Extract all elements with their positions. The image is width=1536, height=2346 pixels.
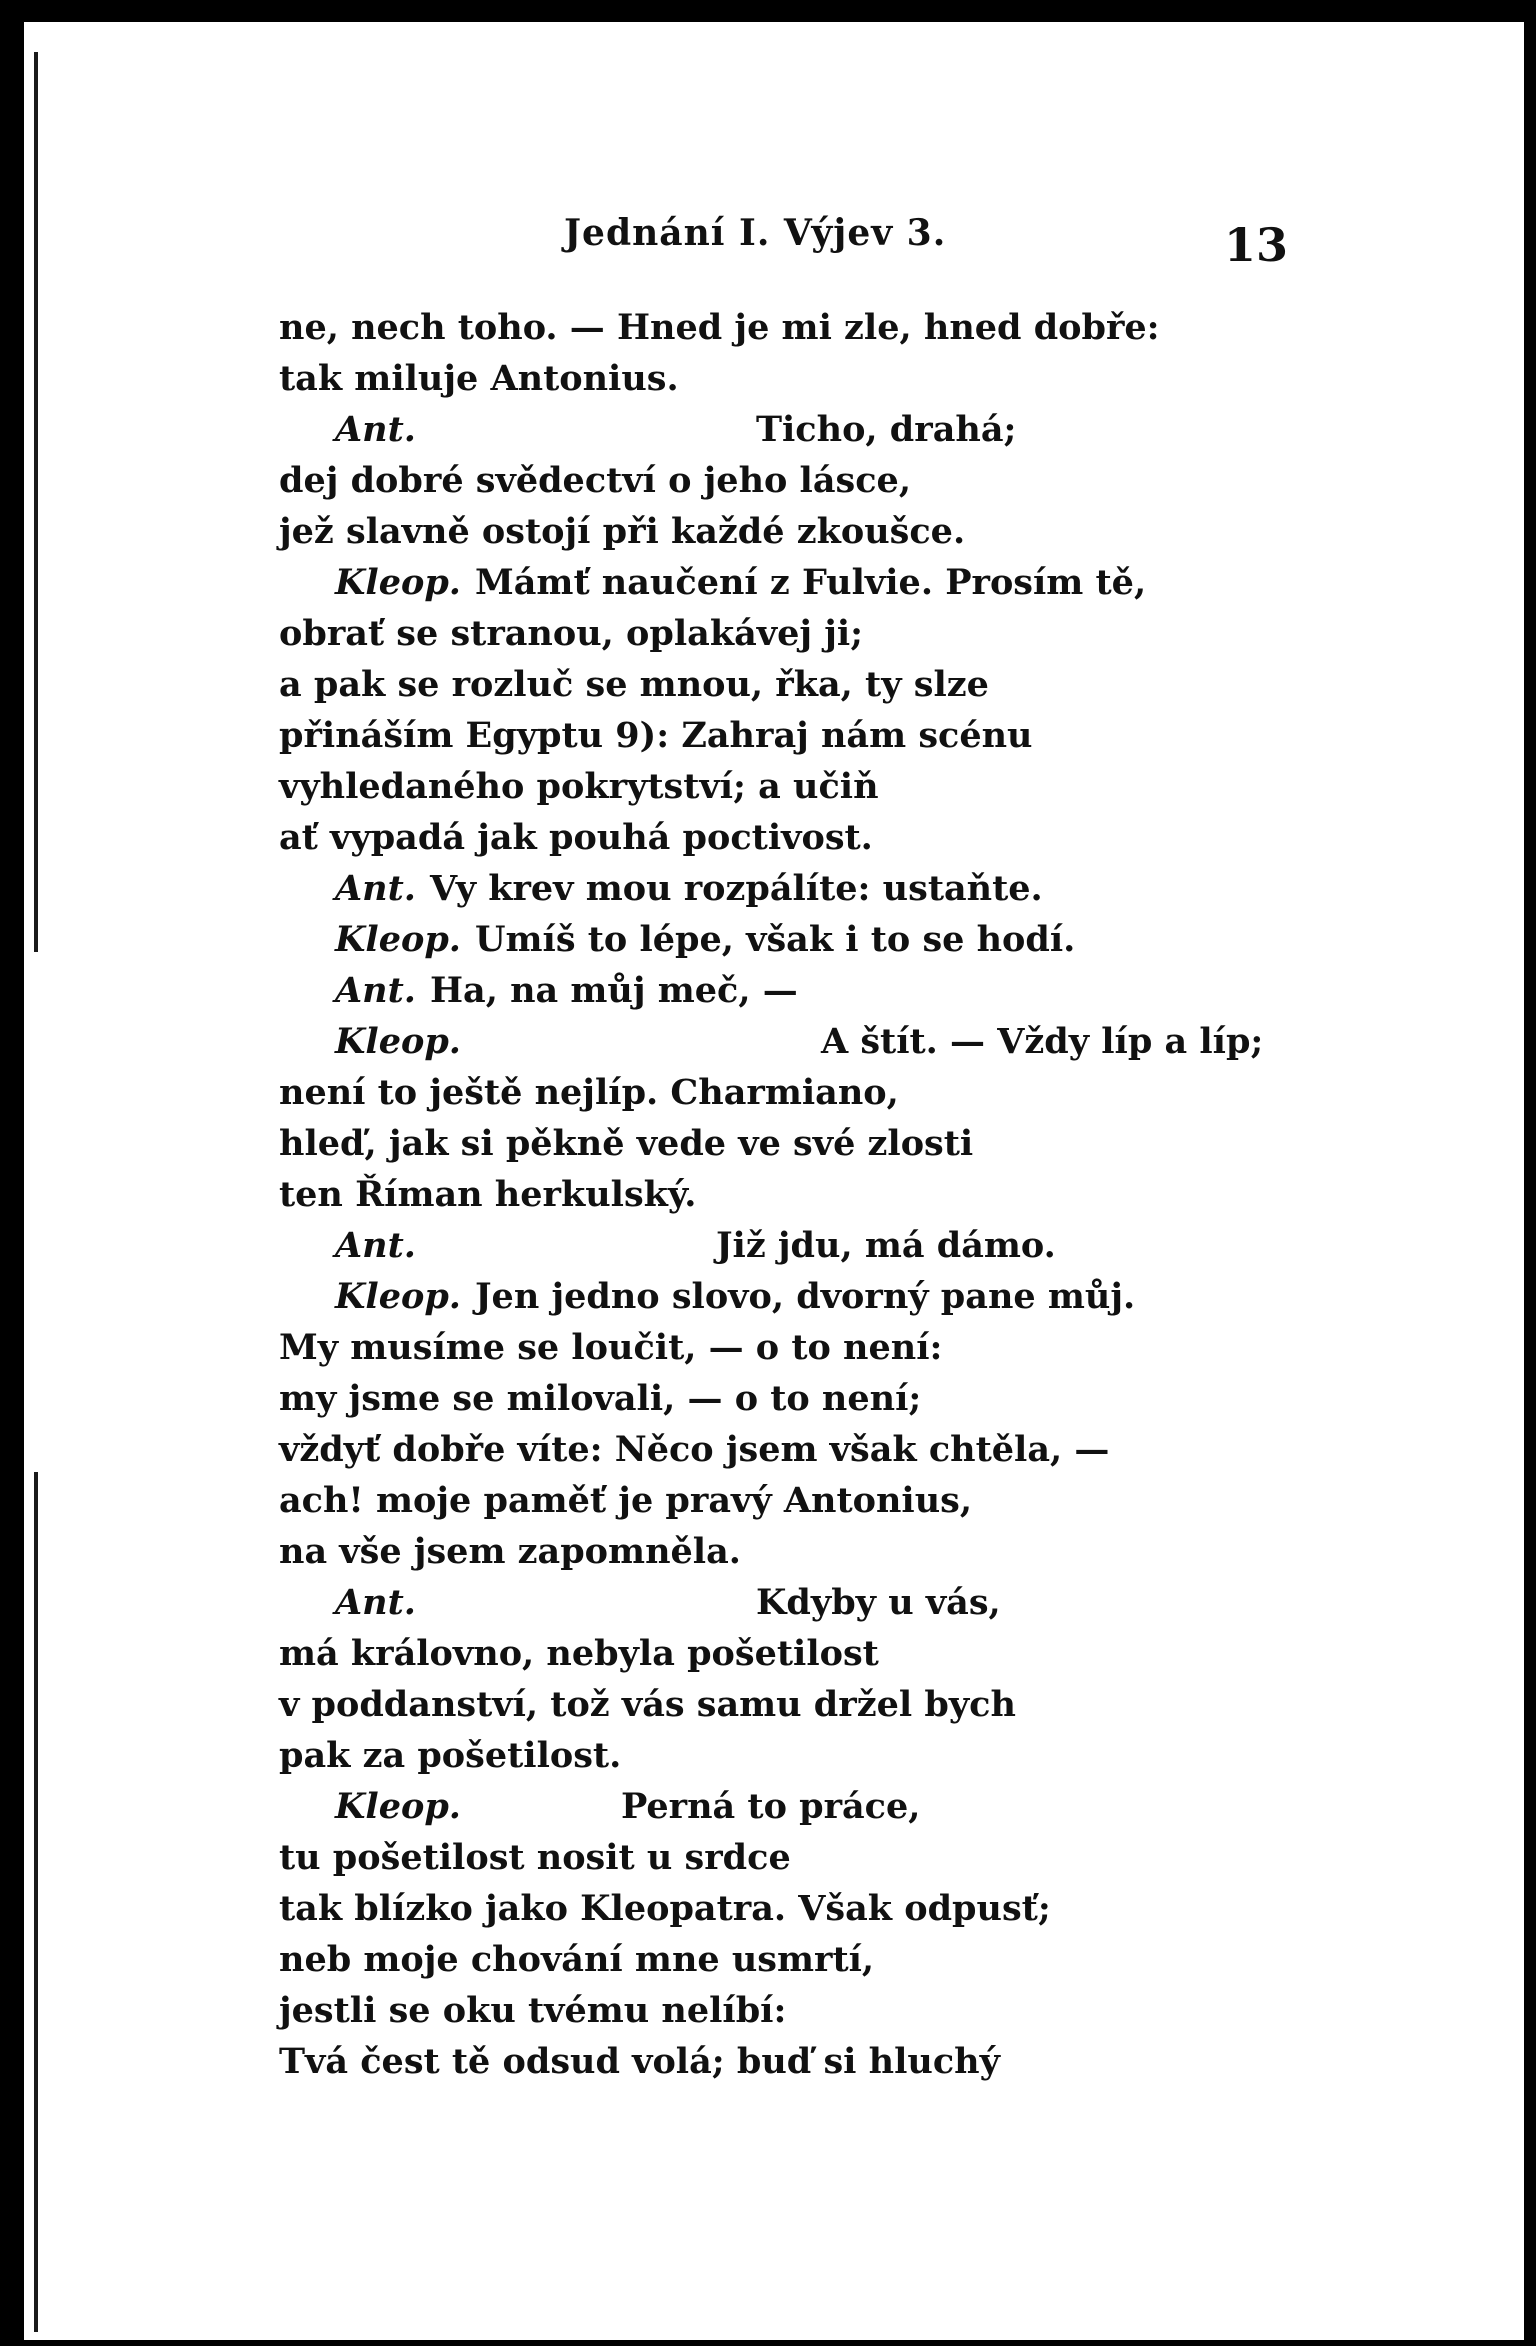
verse-line [279,353,1389,404]
verse-line [279,1883,1389,1934]
line-text: tak miluje Antonius. [279,358,679,399]
speaker-name: Ant. [335,409,416,450]
speaker-name: Ant. [335,970,416,1011]
line-text: Ticho, drahá; [755,409,1017,450]
verse-line [279,863,1389,914]
verse-line [279,1934,1389,1985]
verse-line [279,812,1389,863]
speaker-name: Ant. [335,1225,416,1266]
line-text: Ha, na můj meč, — [429,970,798,1011]
line-text: tu pošetilost nosit u srdce [279,1837,791,1878]
verse-line [279,1271,1389,1322]
verse-line [279,2036,1389,2087]
verse-line [279,761,1389,812]
line-text: pak za pošetilost. [279,1735,622,1776]
verse-line [279,710,1389,761]
verse-line [279,608,1389,659]
binding-edge-bottom [34,1472,38,2332]
verse-line [279,1781,1389,1832]
line-text: vyhledaného pokrytství; a učiň [279,766,879,807]
line-text: ať vypadá jak pouhá poctivost. [279,817,873,858]
line-text: Kdyby u vás, [755,1582,1001,1623]
speaker-name: Ant. [335,868,416,909]
line-text: my jsme se milovali, — o to není; [279,1378,922,1419]
verse-line [279,1373,1389,1424]
line-text: dej dobré svědectví o jeho lásce, [279,460,911,501]
line-text: A štít. — Vždy líp a líp; [821,1021,1264,1062]
speaker-name: Kleop. [335,919,461,960]
verse-line [279,1577,1389,1628]
speaker-name: Kleop. [335,1786,461,1827]
verse-line [279,557,1389,608]
verse-line [279,1016,1389,1067]
page-number: 13 [1224,218,1289,272]
line-text: Umíš to lépe, však i to se hodí. [475,919,1076,960]
line-text: ne, nech toho. — Hned je mi zle, hned dobře: [279,307,1160,348]
speaker-name: Kleop. [335,1021,461,1062]
line-text: Perná to práce, [621,1786,921,1827]
line-text: na vše jsem zapomněla. [279,1531,741,1572]
verse-line [279,1679,1389,1730]
line-text: obrať se stranou, oplakávej ji; [279,613,864,654]
line-text: vždyť dobře víte: Něco jsem však chtěla, — [279,1429,1110,1470]
verse-line [279,1985,1389,2036]
verse-line [279,1220,1389,1271]
running-title: Jednání I. Výjev 3. [564,212,947,254]
line-text: Již jdu, má dámo. [715,1225,1056,1266]
line-text: My musíme se loučit, — o to není: [279,1327,943,1368]
line-text: tak blízko jako Kleopatra. Však odpusť; [279,1888,1051,1929]
line-text: jež slavně ostojí při každé zkoušce. [279,511,966,552]
verse-line [279,1067,1389,1118]
play-text [279,302,1389,2087]
speaker-name: Ant. [335,1582,416,1623]
verse-line [279,1730,1389,1781]
line-text: ten Říman herkulský. [279,1174,697,1215]
line-text: ach! moje paměť je pravý Antonius, [279,1480,973,1521]
verse-line [279,1475,1389,1526]
line-text: Tvá čest tě odsud volá; buď si hluchý [279,2041,1000,2082]
page-header [24,212,1524,272]
line-text: jestli se oku tvému nelíbí: [279,1990,787,2031]
speaker-name: Kleop. [335,562,461,603]
line-text: v poddanství, tož vás samu držel bych [279,1684,1016,1725]
line-text: Jen jedno slovo, dvorný pane můj. [475,1276,1136,1317]
verse-line [279,659,1389,710]
line-text: Vy krev mou rozpálíte: ustaňte. [429,868,1043,909]
line-text: a pak se rozluč se mnou, řka, ty slze [279,664,989,705]
verse-line [279,1526,1389,1577]
verse-line [279,1424,1389,1475]
line-text: Mámť naučení z Fulvie. Prosím tě, [475,562,1147,603]
verse-line [279,302,1389,353]
verse-line [279,1832,1389,1883]
verse-line [279,1322,1389,1373]
line-text: přináším Egyptu 9): Zahraj nám scénu [279,715,1033,756]
verse-line [279,506,1389,557]
book-page [24,22,1524,2340]
verse-line [279,404,1389,455]
verse-line [279,455,1389,506]
verse-line [279,1169,1389,1220]
verse-line [279,965,1389,1016]
verse-line [279,914,1389,965]
speaker-name: Kleop. [335,1276,461,1317]
line-text: má královno, nebyla pošetilost [279,1633,879,1674]
verse-line [279,1118,1389,1169]
line-text: není to ještě nejlíp. Charmiano, [279,1072,899,1113]
binding-edge-top [34,52,38,952]
verse-line [279,1628,1389,1679]
line-text: hleď, jak si pěkně vede ve své zlosti [279,1123,974,1164]
line-text: neb moje chování mne usmrtí, [279,1939,875,1980]
